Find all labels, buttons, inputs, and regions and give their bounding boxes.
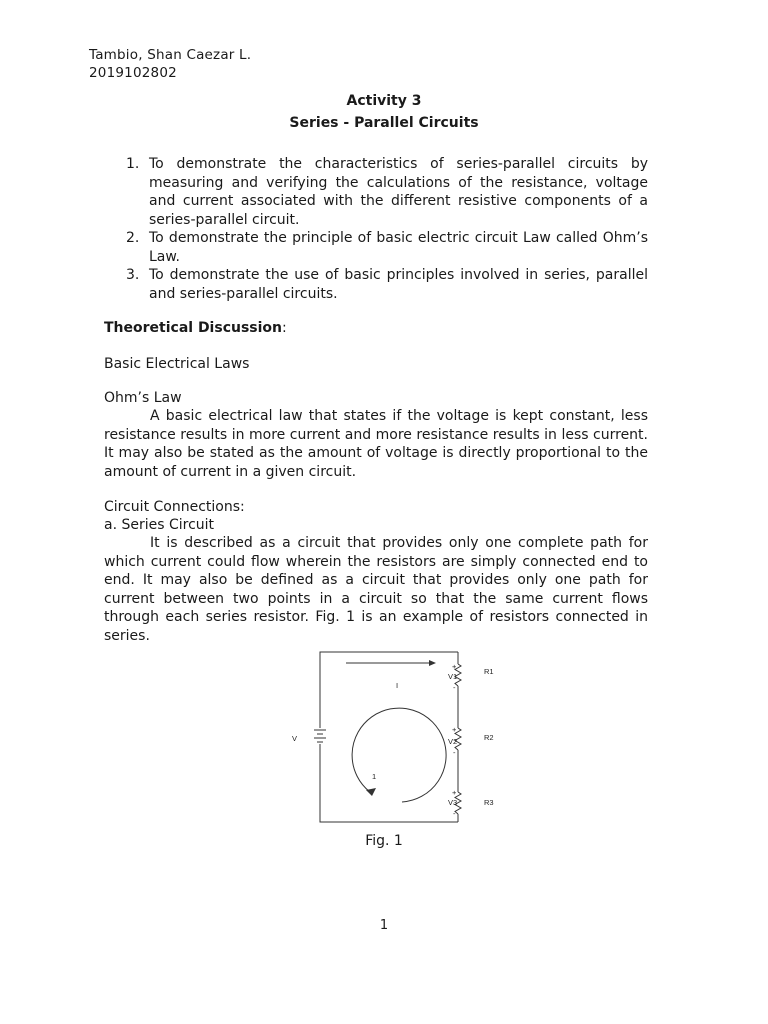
author-name: Tambio, Shan Caezar L. (89, 47, 252, 63)
v2-minus-sign: - (453, 748, 456, 757)
v1-label: V1 (448, 672, 458, 681)
objectives-list (126, 155, 648, 303)
resistor-r2-label: R2 (484, 733, 494, 742)
author-block (89, 46, 251, 82)
v3-minus-sign: - (453, 809, 456, 818)
student-id: 2019102802 (89, 65, 177, 81)
objective-text: To demonstrate the use of basic principles involved in series, parallel and series-parallel circuits. (149, 267, 648, 302)
objective-item (126, 266, 648, 303)
objective-item (126, 155, 648, 229)
objective-number: 2. (126, 230, 140, 246)
theory-heading-colon: : (282, 320, 287, 336)
objective-text: To demonstrate the characteristics of series-parallel circuits by measuring and verifying the calculations of the resistance, voltage and current associated with the different resistive components of a series-parallel circuit. (149, 156, 648, 228)
resistor-r3-label: R3 (484, 798, 494, 807)
series-circuit-diagram (284, 644, 514, 828)
section-series-circuit-title: a. Series Circuit (104, 517, 215, 533)
v2-plus-sign: + (452, 725, 457, 734)
ohms-law-paragraph: A basic electrical law that states if the voltage is kept constant, less resistance results in more current and more resistance results in less current. It may also be stated as the amount of voltage is directly proportional to the amount of current in a given circuit. (104, 408, 648, 480)
current-loop-icon (352, 708, 446, 802)
theory-heading (104, 319, 648, 338)
objective-number: 1. (126, 156, 140, 172)
figure-caption: Fig. 1 (365, 833, 403, 849)
section-ohms-law-title: Ohm’s Law (104, 390, 182, 406)
series-circuit-figure (284, 644, 514, 828)
section-basic-laws: Basic Electrical Laws (104, 356, 250, 372)
loop-label: 1 (372, 772, 377, 781)
source-label: V (292, 734, 298, 743)
v2-label: V2 (448, 737, 458, 746)
resistor-r1-label: R1 (484, 667, 494, 676)
v3-plus-sign: + (452, 788, 457, 797)
section-circuit-connections: Circuit Connections: (104, 499, 245, 515)
series-circuit-paragraph: It is described as a circuit that provides only one complete path for which current could flow wherein the resistors are simply connected end to end. It may also be defined as a circuit that provides only one path for current between two points in a circuit so that the same current flows through each series resistor. Fig. 1 is an example of resistors connected in series. (104, 535, 648, 644)
theory-heading-text: Theoretical Discussion (104, 320, 283, 336)
v1-plus-sign: + (452, 662, 457, 671)
objective-text: To demonstrate the principle of basic electric circuit Law called Ohm’s Law. (149, 230, 648, 265)
loop-arrow-head-icon (366, 788, 376, 796)
current-label: I (396, 681, 399, 690)
page-number: 1 (379, 918, 389, 933)
activity-subtitle: Series - Parallel Circuits (289, 115, 479, 131)
current-arrow-head-icon (429, 660, 436, 666)
objective-item (126, 229, 648, 266)
v3-label: V3 (448, 798, 458, 807)
activity-title: Activity 3 (346, 93, 422, 109)
v1-minus-sign: - (453, 683, 456, 692)
objective-number: 3. (126, 267, 140, 283)
